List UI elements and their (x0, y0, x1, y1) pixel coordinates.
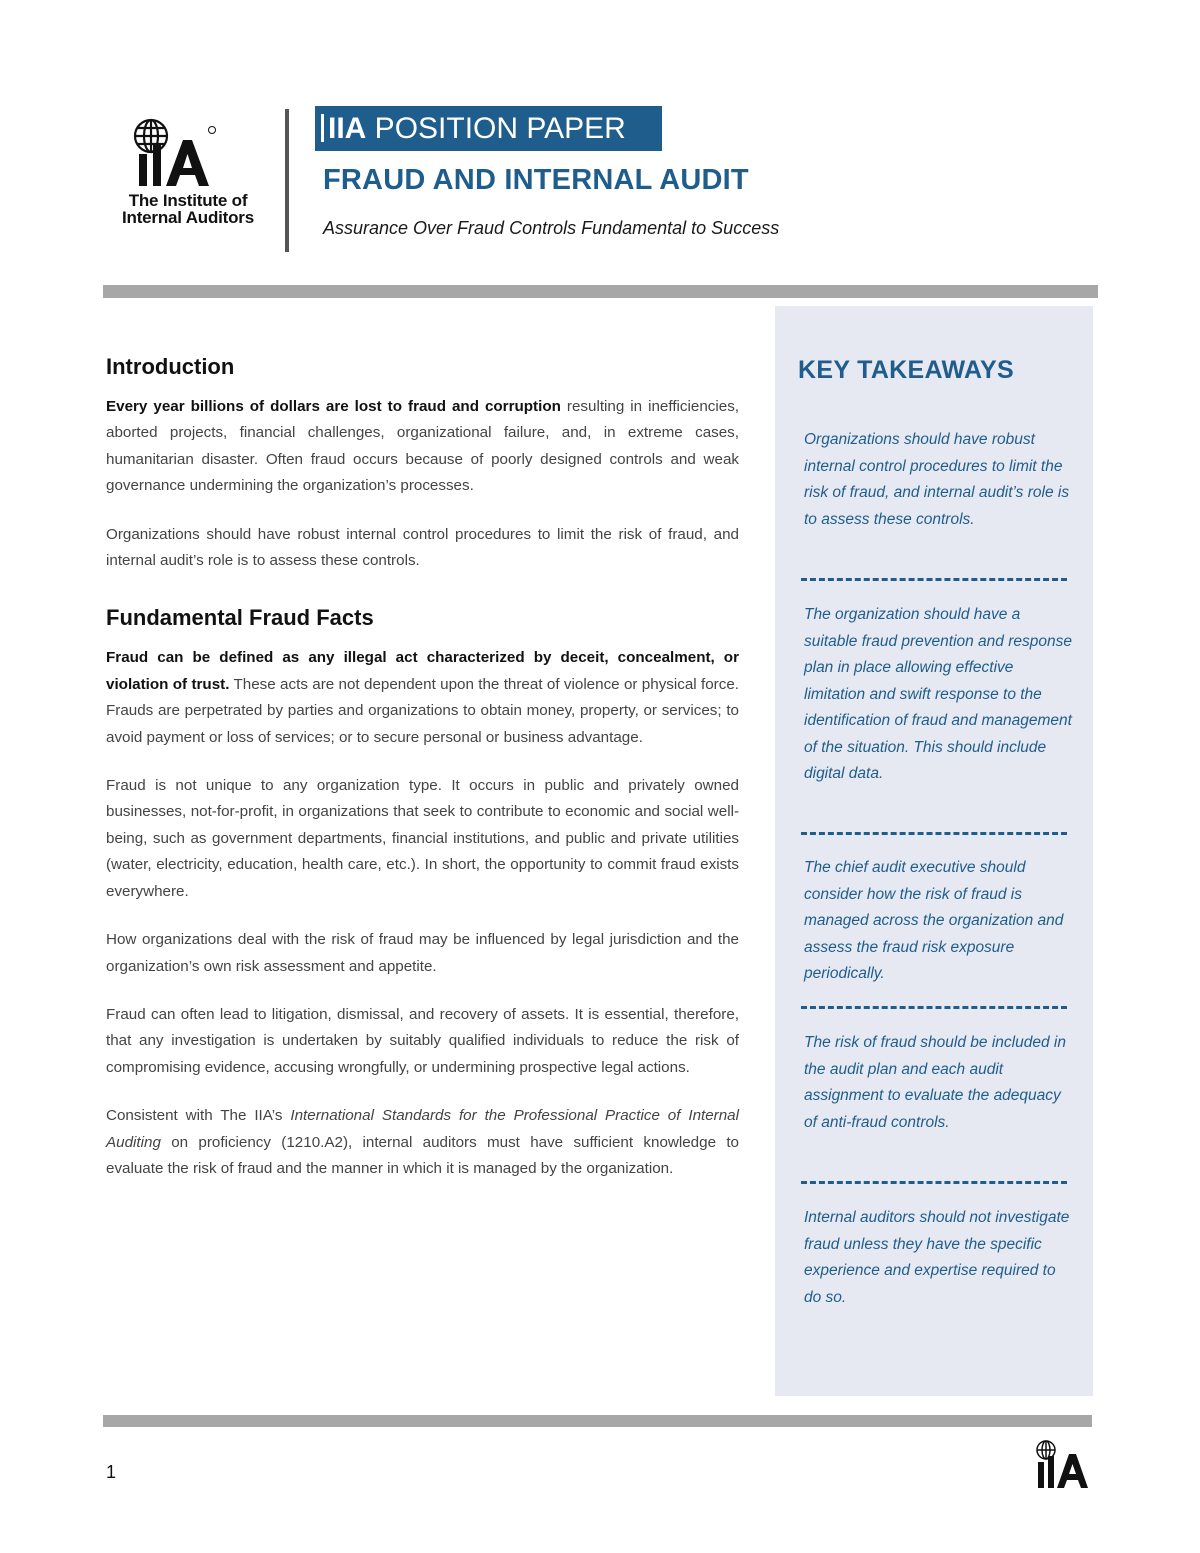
takeaway-item: Organizations should have robust internal control procedures to limit the risk of fraud, and internal audit’s role is to assess these controls. (804, 431, 1070, 528)
position-paper-badge (315, 106, 662, 151)
facts-paragraph-2: Fraud is not unique to any organization type. It occurs in public and privately owned businesses, not-for-profit, in organizations that seek to contribute to economic and social well-being, such as government departments, financial institutions, and public and private utilities (water, electricity, education, health care, etc.). In short, the opportunity to commit fraud exists everywhere. (106, 777, 739, 900)
takeaway-item: Internal auditors should not investigate fraud unless they have the specific experience and expertise required to do so. (804, 1209, 1070, 1306)
top-divider-band (103, 285, 1098, 298)
standards-title: International Standards for the Professional Practice of Internal Auditing (106, 1107, 740, 1151)
facts-p5-b: on proficiency (1210.A2), internal auditors must have sufficient knowledge to evaluate the risk of fraud and the manner in which it is managed by the organization. (106, 1133, 739, 1177)
org-name-line1: The Institute of (128, 191, 248, 210)
takeaway-item: The risk of fraud should be included in the audit plan and each audit assignment to evaluate the adequacy of anti-fraud controls. (804, 1034, 1066, 1131)
facts-paragraph-3: How organizations deal with the risk of fraud may be influenced by legal jurisdiction and the organization’s own risk assessment and appetite. (106, 931, 739, 975)
org-name-line2: Internal Auditors (122, 208, 254, 227)
introduction-heading: Introduction (106, 354, 235, 379)
facts-paragraph-4: Fraud can often lead to litigation, dismissal, and recovery of assets. It is essential, therefore, that any investigation is undertaken by suitably qualified individuals to reduce the risk of compromising evidence, accusing wrongfully, or undermining prospective legal actions. (106, 1005, 739, 1076)
takeaway-divider (801, 1181, 1067, 1184)
badge-bold: IIA (328, 112, 367, 145)
org-name (108, 192, 268, 226)
facts-p5-a: Consistent with The IIA’s (106, 1107, 291, 1125)
page-number: 1 (106, 1462, 117, 1482)
takeaway-item: The chief audit executive should consider how the risk of fraud is managed across the organization and assess the fraud risk exposure periodically. (804, 859, 1064, 982)
facts-paragraph-1 (106, 645, 739, 751)
takeaway-divider (801, 1006, 1067, 1009)
badge-rest: POSITION PAPER (366, 112, 626, 145)
intro-p1-rest: resulting in inefficiencies, aborted projects, financial challenges, organizational failure, and, in extreme cases, humanitarian disaster. Often fraud occurs because of poorly designed controls and weak governance undermining the organization’s processes. (106, 398, 740, 495)
introduction-paragraph-1 (106, 394, 739, 500)
takeaway-divider (801, 832, 1067, 835)
facts-p1-bold: Fraud can be defined as any illegal act characterized by deceit, concealment, or violation of trust. (106, 649, 739, 693)
facts-heading: Fundamental Fraud Facts (106, 605, 374, 631)
footer-logo (1030, 1438, 1092, 1490)
takeaway-item: The organization should have a suitable fraud prevention and response plan in place allowing effective limitation and swift response to the identification of fraud and management of the situation. This should include digital data. (804, 606, 1072, 782)
introduction-paragraph-2: Organizations should have robust internal control procedures to limit the risk of fraud, and internal audit’s role is to assess these controls. (106, 525, 739, 570)
iia-globe-logo-small-icon (1030, 1438, 1092, 1490)
facts-p1-rest: These acts are not dependent upon the threat of violence or physical force. Frauds are perpetrated by parties and organizations to obtain money, property, or services; to avoid payment or loss of services; or to secure personal or business advantage. (106, 675, 740, 746)
document-subtitle: Assurance Over Fraud Controls Fundamental to Success (323, 218, 780, 238)
intro-p1-bold: Every year billions of dollars are lost to fraud and corruption (106, 398, 561, 415)
facts-paragraph-5 (106, 1103, 739, 1182)
main-column (106, 352, 739, 1182)
bottom-divider-band (103, 1415, 1092, 1427)
takeaway-divider (801, 578, 1067, 581)
header-divider (285, 109, 289, 252)
iia-globe-logo-icon (108, 110, 268, 190)
document-title: FRAUD AND INTERNAL AUDIT (323, 164, 749, 196)
key-takeaways-heading: KEY TAKEAWAYS (798, 356, 1014, 384)
badge-bar (321, 114, 324, 142)
